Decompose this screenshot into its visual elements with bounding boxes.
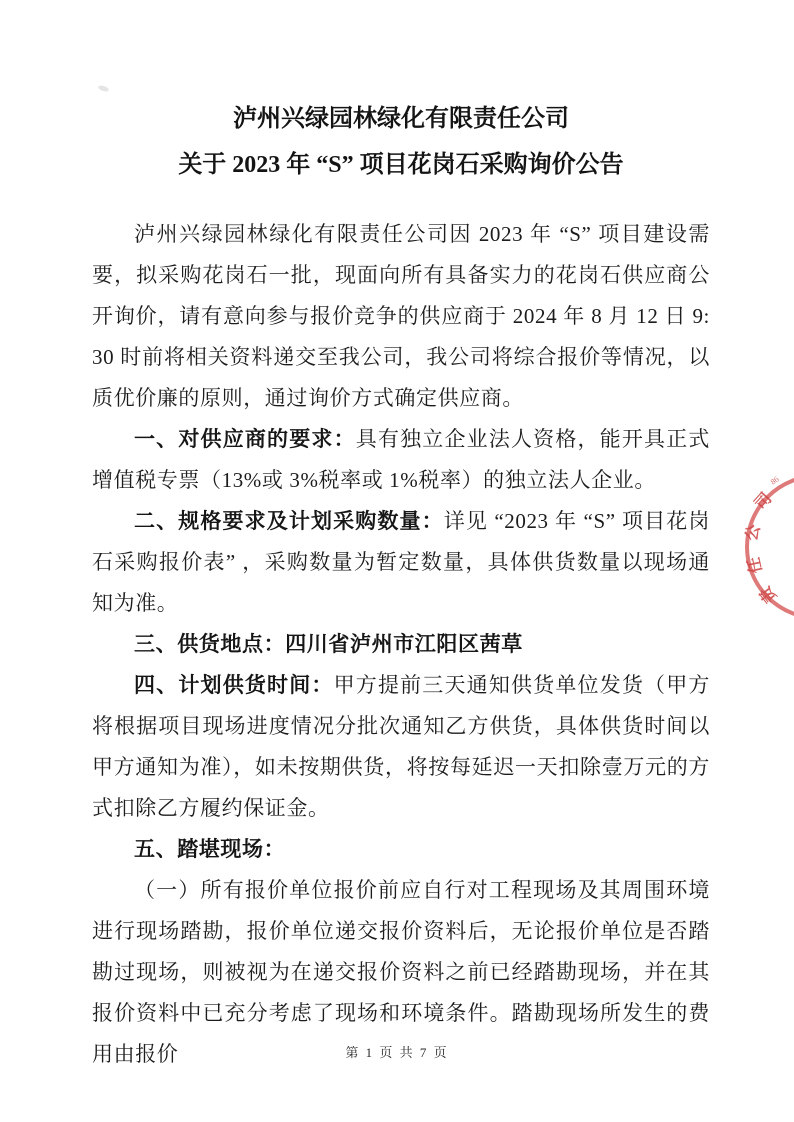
paragraph-section-5-site-visit [92, 829, 710, 870]
document-title [92, 96, 710, 188]
paragraph-text: 甲方提前三天通知供货单位发货（甲方将根据项目现场进度情况分批次通知乙方供货，具体供货时间以甲方通知为准），如未按期供货，将按每延迟一天扣除壹万元的方式扣除乙方履约保证金。 [92, 673, 711, 820]
paragraph-text: 泸州兴绿园林绿化有限责任公司因 2023 年 “S” 项目建设需要，拟采购花岗石一批，现面向所有具备实力的花岗石供应商公开询价，请有意向参与报价竞争的供应商于 2024 年 8 月 12 日 9: 30 时前将相关资料递交至我公司，我公司将综合报价等情况，以质优价廉的原则，通过询价方式确定供应商。 [92, 222, 710, 410]
section-2-heading: 二、规格要求及计划采购数量： [134, 510, 444, 533]
paragraph-intro [92, 214, 710, 419]
title-line-company: 泸州兴绿园林绿化有限责任公司 [233, 106, 569, 132]
seal-character: 责 [756, 582, 781, 606]
paragraph-section-3-delivery-location [92, 624, 710, 665]
paragraph-text: 详见 “2023 年 “S” 项目花岗石采购报价表” ，采购数量为暂定数量，具体供货数量以现场通知为准。 [92, 509, 710, 615]
section-4-heading: 四、计划供货时间： [134, 674, 334, 697]
paragraph-text: （一）所有报价单位报价前应自行对工程现场及其周围环境进行现场踏勘，报价单位递交报价资料后，无论报价单位是否踏勘过现场，则被视为在递交报价资料之前已经踏勘现场，并在其报价资料中已充分考虑了现场和环境条件。踏勘现场所发生的费用由报价 [92, 878, 710, 1066]
section-3-heading: 三、供货地点：四川省泸州市江阳区茜草 [134, 633, 523, 656]
seal-character: 任 [745, 555, 766, 575]
section-5-heading: 五、踏堪现场： [134, 838, 286, 861]
paragraph-section-1-supplier-requirements [92, 419, 710, 501]
seal-character: 司 [751, 490, 776, 514]
title-line-subject: 关于 2023 年 “S” 项目花岗石采购询价公告 [178, 152, 624, 178]
section-1-heading: 一、对供应商的要求： [134, 428, 356, 451]
paragraph-text: 具有独立企业法人资格，能开具正式增值税专票（13%或 3%税率或 1%税率）的独立法人企业。 [92, 427, 710, 492]
paragraph-section-4-delivery-time [92, 665, 710, 829]
document-body [92, 214, 710, 1075]
paragraph-section-2-spec-quantity [92, 501, 710, 624]
seal-serial-number: 86 [768, 474, 781, 487]
page-number-indicator: 第 1 页 共 7 页 [345, 1045, 449, 1060]
seal-character: 公 [743, 522, 764, 543]
document-content [92, 0, 710, 1075]
